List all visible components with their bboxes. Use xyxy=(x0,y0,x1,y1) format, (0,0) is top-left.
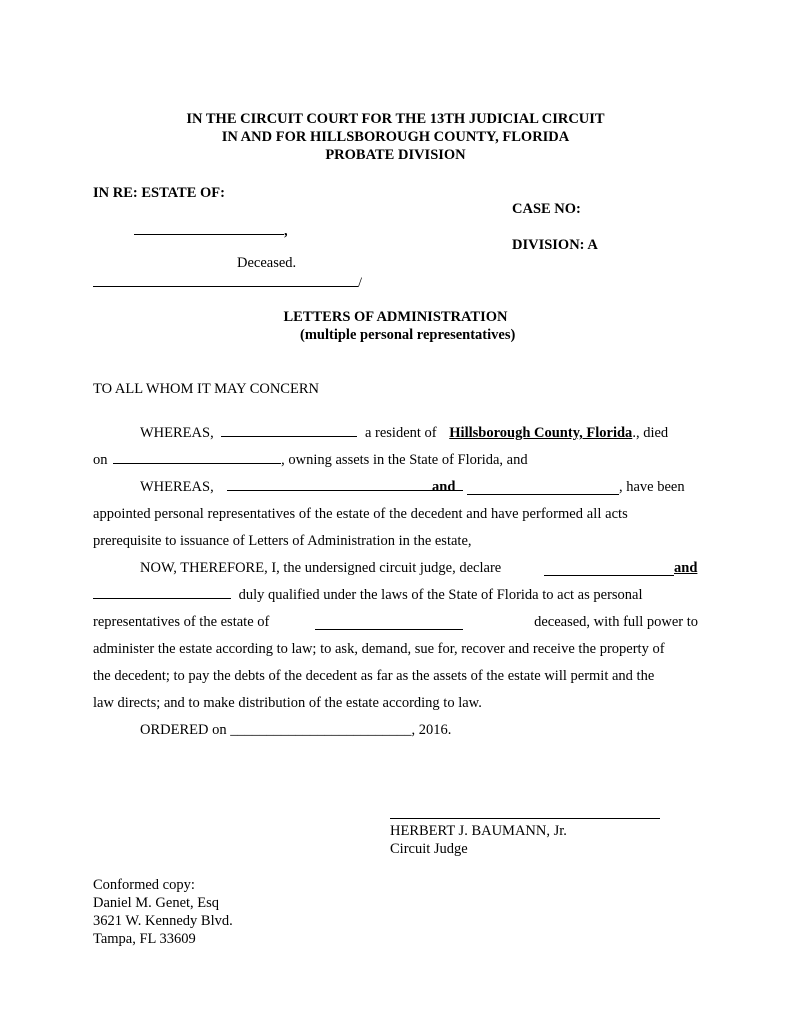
case-no-label: CASE NO: xyxy=(512,201,581,217)
p3-deceased: deceased, with full power to xyxy=(534,614,698,630)
document-subtitle: (multiple personal representatives) xyxy=(300,327,516,343)
signature-line xyxy=(390,818,660,819)
decedent-name-field xyxy=(134,220,288,240)
p3-line1 xyxy=(93,555,698,582)
ordered-on: ORDERED on _________________________, 2016. xyxy=(140,722,452,738)
court-header-line3: PROBATE DIVISION xyxy=(325,147,466,163)
judge-title: Circuit Judge xyxy=(390,841,468,857)
caption-underline xyxy=(93,272,358,287)
p1-on: on xyxy=(93,452,108,468)
p1-date-blank xyxy=(113,449,281,464)
conformed-label: Conformed copy: xyxy=(93,877,195,893)
p3-line6: law directs; and to make distribution of the estate according to law. xyxy=(93,695,482,711)
document-title: LETTERS OF ADMINISTRATION xyxy=(283,309,508,325)
salutation: TO ALL WHOM IT MAY CONCERN xyxy=(93,381,319,397)
court-header-line2: IN AND FOR HILLSBOROUGH COUNTY, FLORIDA xyxy=(221,129,570,145)
p1-whereas: WHEREAS, xyxy=(140,425,214,441)
p1-name-blank xyxy=(221,422,357,437)
judge-name: HERBERT J. BAUMANN, Jr. xyxy=(390,823,567,839)
p1-county: Hillsborough County, Florida xyxy=(449,425,633,441)
p2-and: and xyxy=(432,479,456,495)
p3-line3 xyxy=(93,609,698,636)
decedent-name-blank xyxy=(134,220,284,235)
conformed-name: Daniel M. Genet, Esq xyxy=(93,895,220,911)
p2-line1 xyxy=(93,474,698,501)
court-header-line1: IN THE CIRCUIT COURT FOR THE 13TH JUDICIAL CIRCUIT xyxy=(186,111,605,127)
p3-line4: administer the estate according to law; to ask, demand, sue for, recover and receive the property of xyxy=(93,641,665,657)
p2-whereas: WHEREAS, xyxy=(140,479,214,495)
p3-line5: the decedent; to pay the debts of the decedent as far as the assets of the estate will permit and the xyxy=(93,668,655,684)
deceased-label: Deceased. xyxy=(237,255,297,271)
conformed-street: 3621 W. Kennedy Blvd. xyxy=(93,913,233,929)
p3-rep2-blank xyxy=(93,584,231,599)
p2-rep1-blank xyxy=(227,476,463,491)
caption-closing-line xyxy=(93,272,362,292)
p2-rep2-blank xyxy=(467,480,619,495)
ordered-line xyxy=(93,717,698,744)
division-label: DIVISION: A xyxy=(512,237,598,253)
conformed-city: Tampa, FL 33609 xyxy=(93,931,196,947)
p2-line2: appointed personal representatives of the estate of the decedent and have performed all acts xyxy=(93,506,628,522)
p1-resident: a resident of xyxy=(364,425,437,441)
p3-line2 xyxy=(93,582,698,609)
in-re-label: IN RE: ESTATE OF: xyxy=(93,185,225,201)
p1-died: ., died xyxy=(632,425,669,441)
p1-line1 xyxy=(93,420,698,447)
p2-line3: prerequisite to issuance of Letters of Administration in the estate, xyxy=(93,533,472,549)
caption-slash: / xyxy=(358,275,363,291)
decedent-comma: , xyxy=(284,223,288,239)
p1-owning: , owning assets in the State of Florida, and xyxy=(281,452,528,468)
p3-now: NOW, THEREFORE, I, the undersigned circuit judge, declare xyxy=(140,560,502,576)
p1-line2 xyxy=(93,447,698,474)
p3-estate-blank xyxy=(315,615,463,630)
p3-duly: duly qualified under the laws of the State of Florida to act as personal xyxy=(238,587,643,603)
p3-and: and xyxy=(674,560,698,576)
p3-rep1-blank xyxy=(544,561,674,576)
p3-reps: representatives of the estate of xyxy=(93,614,270,630)
p2-have-been: , have been xyxy=(619,479,685,495)
